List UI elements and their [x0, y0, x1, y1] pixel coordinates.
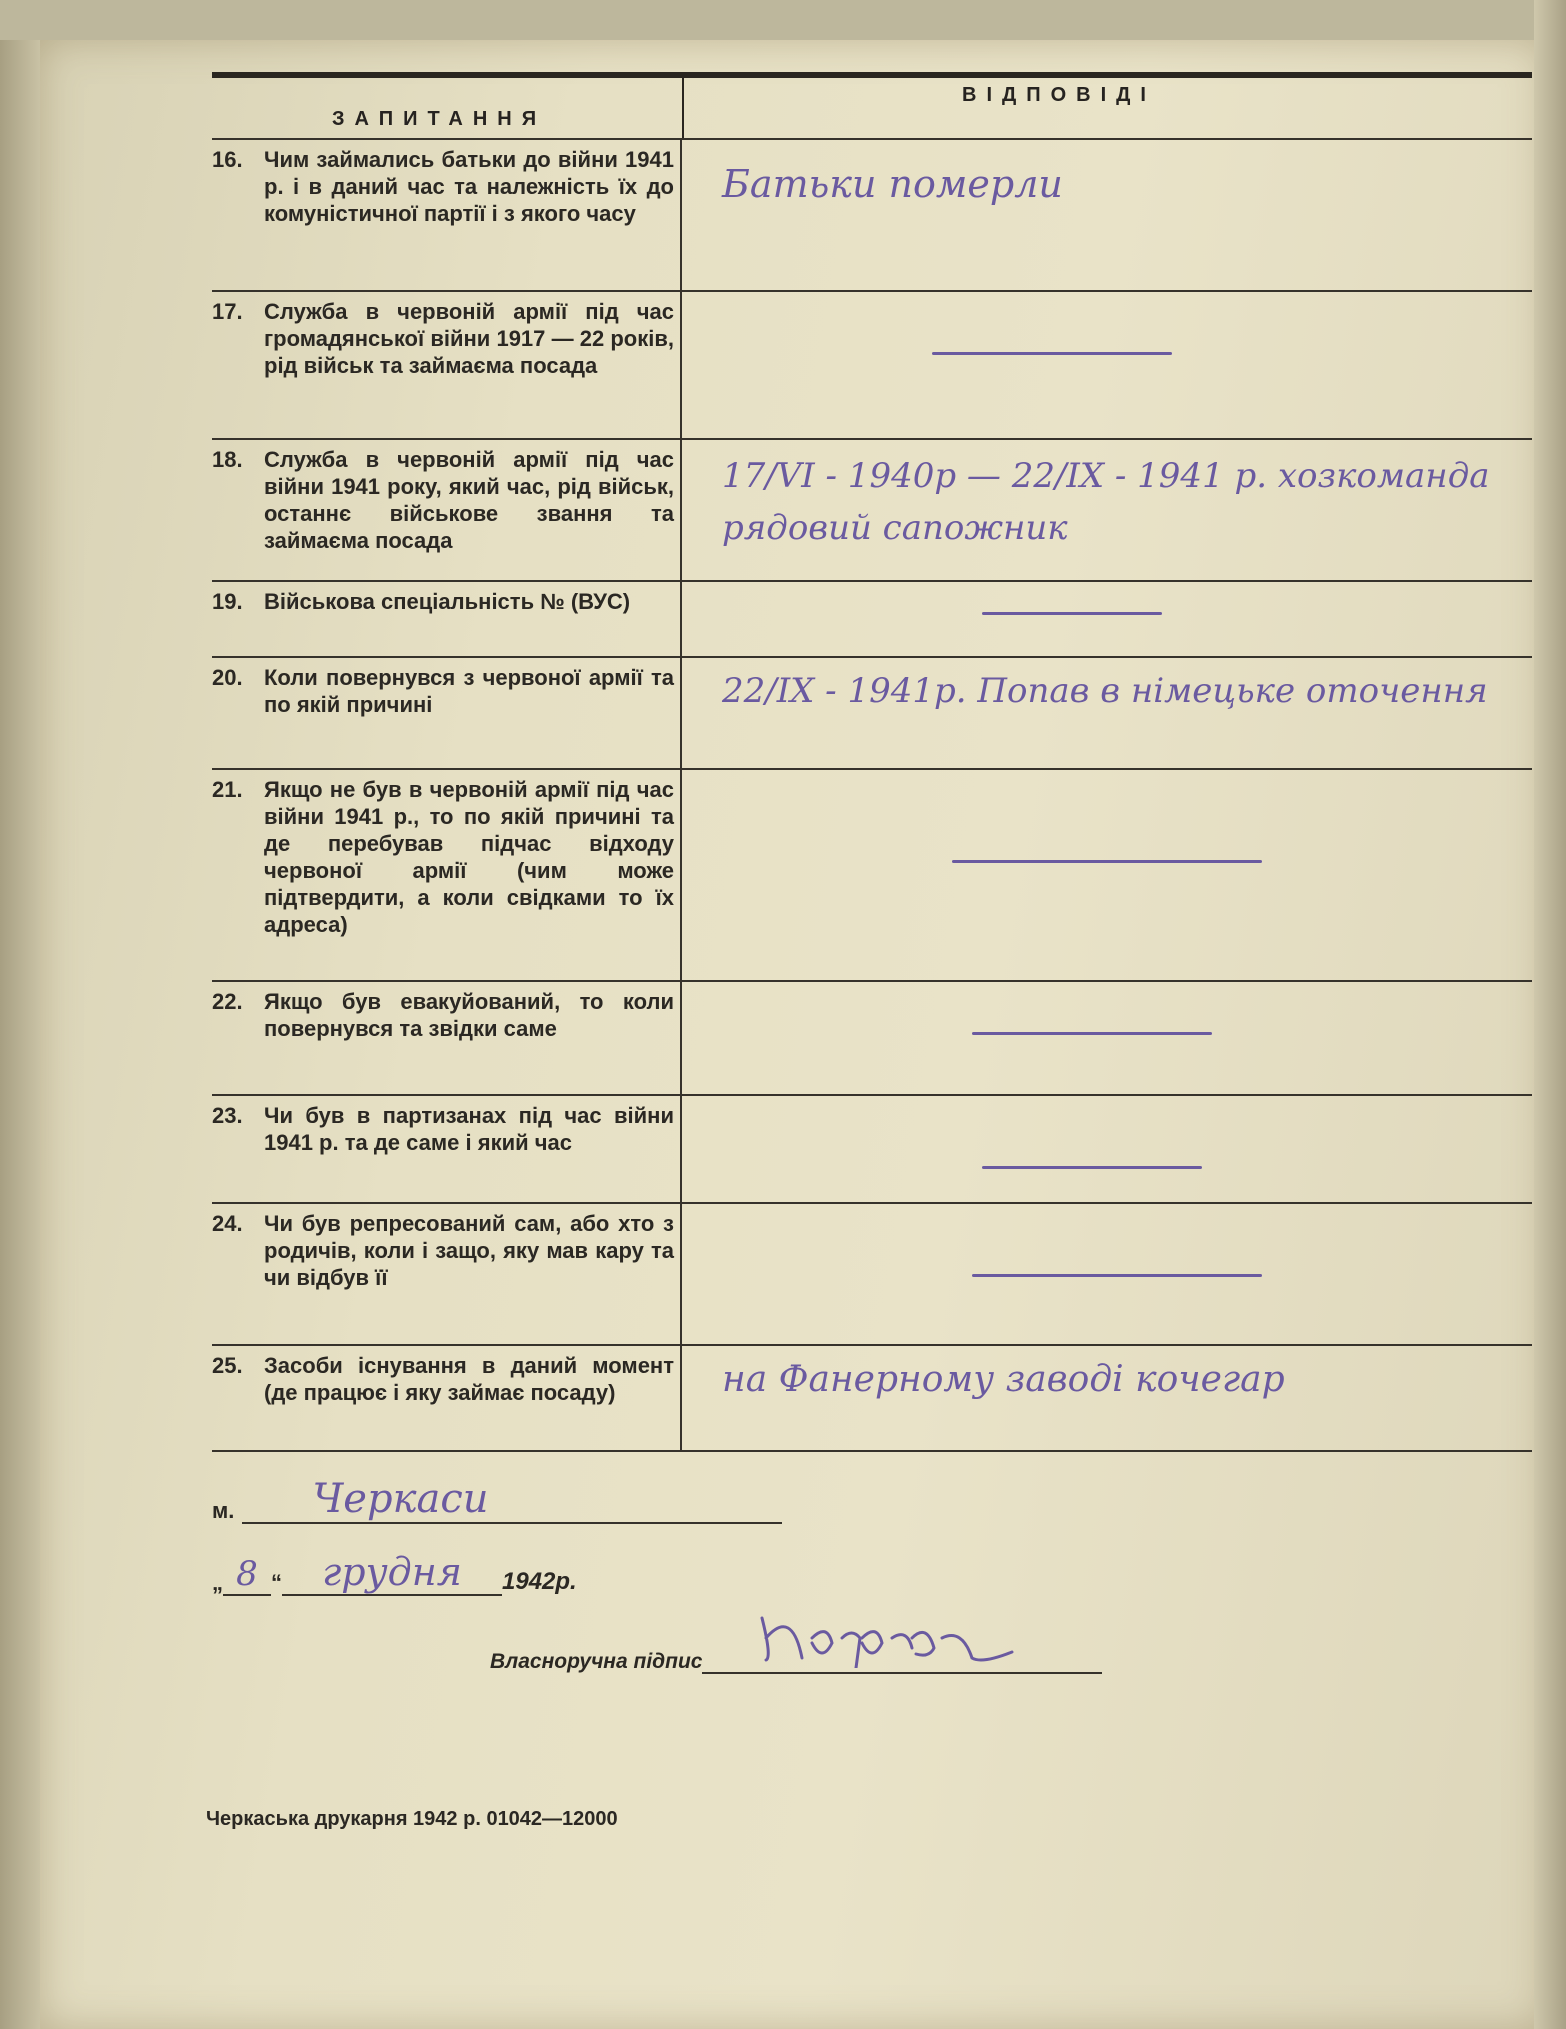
answer-cell: Батьки померли: [722, 162, 1063, 206]
handwritten-signature: [742, 1598, 1042, 1668]
printer-imprint: Черкаська друкарня 1942 р. 01042—12000: [206, 1808, 618, 1830]
question-cell: [212, 1204, 682, 1344]
answer-cell: [682, 1096, 1532, 1202]
answer-cell: [682, 582, 1532, 656]
questions-header: ЗАПИТАННЯ: [332, 108, 547, 130]
signature-label: Власноручна підпис: [490, 1650, 703, 1673]
question-cell: [212, 770, 682, 980]
signature-field: [702, 1612, 1102, 1674]
table-row: [212, 290, 1532, 438]
table-row: [212, 138, 1532, 290]
table-row: [212, 580, 1532, 656]
question-text: Засоби існування в даний момент (де працює і яку займає посаду): [264, 1353, 674, 1405]
answer-cell: [682, 292, 1532, 438]
year-label: 1942р.: [502, 1568, 577, 1595]
empty-answer-dash: [952, 860, 1262, 863]
date-line: [212, 1532, 1112, 1596]
question-text: Чи був в партизанах під час війни 1941 р. та де саме і який час: [264, 1103, 674, 1155]
empty-answer-dash: [972, 1032, 1212, 1035]
question-cell: [212, 140, 682, 290]
answers-header: ВІДПОВІДІ: [962, 84, 1156, 106]
question-text: Коли повернувся з червоної армії та по якій причині: [264, 665, 674, 717]
questionnaire-table: [212, 72, 1532, 1452]
answer-cell: 17/VI - 1940р — 22/IX - 1941 р. хозкоманда рядовий сапожник: [722, 456, 1490, 548]
question-text: Військова спеціальність № (ВУС): [264, 589, 631, 614]
question-number: 19.: [212, 589, 243, 614]
month-value: грудня: [322, 1550, 462, 1594]
table-row: [212, 1094, 1532, 1202]
question-text: Служба в червоній армії під час громадянської війни 1917 — 22 років, рід військ та займаєма посада: [264, 299, 674, 378]
question-cell: [212, 582, 682, 656]
question-text: Якщо не був в червоній армії під час війни 1941 р., то по якій причині та де перебував підчас відходу червоної армії (чим може підтвердити, а коли свідками то їх адреса): [264, 777, 674, 937]
answer-cell: [682, 1204, 1532, 1344]
question-text: Чи був репресований сам, або хто з родичів, коли і защо, яку мав кару та чи відбув її: [264, 1211, 674, 1290]
question-text: Служба в червоній армії під час війни 1941 року, який час, рід військ, останнє військове звання та займаєма посада: [264, 447, 674, 553]
question-text: Якщо був евакуйований, то коли повернувся та звідки саме: [264, 989, 674, 1041]
date-quote-open: „: [212, 1570, 223, 1595]
question-number: 21.: [212, 777, 243, 802]
answer-cell: 22/IX - 1941р. Попав в німецьке оточення: [722, 671, 1488, 711]
city-prefix: м.: [212, 1498, 235, 1523]
city-field: [242, 1476, 782, 1524]
table-row: [212, 1202, 1532, 1344]
month-field: [282, 1550, 502, 1596]
table-row: [212, 1344, 1532, 1452]
city-line: [212, 1468, 1112, 1524]
question-number: 23.: [212, 1103, 243, 1128]
table-header: [212, 72, 1532, 138]
table-row: [212, 768, 1532, 980]
day-value: 8: [236, 1554, 258, 1594]
answer-cell: на Фанерному заводі кочегар: [722, 1359, 1285, 1400]
empty-answer-dash: [932, 352, 1172, 355]
date-quote-close: “: [271, 1570, 282, 1595]
question-text: Чим займались батьки до війни 1941 р. і в даний час та належність їх до комуністичної партії і з якого часу: [264, 147, 674, 226]
header-divider: [682, 78, 684, 138]
empty-answer-dash: [972, 1274, 1262, 1277]
table-row: [212, 980, 1532, 1094]
empty-answer-dash: [982, 612, 1162, 615]
question-number: 22.: [212, 989, 243, 1014]
page-edge-right: [1534, 0, 1566, 2029]
question-number: 25.: [212, 1353, 243, 1378]
answer-cell: [682, 770, 1532, 980]
question-number: 16.: [212, 147, 243, 172]
question-cell: [212, 1096, 682, 1202]
question-cell: [212, 440, 682, 580]
question-number: 17.: [212, 299, 243, 324]
question-number: 20.: [212, 665, 243, 690]
city-value: Черкаси: [312, 1476, 489, 1522]
question-cell: [212, 1346, 682, 1450]
question-number: 24.: [212, 1211, 243, 1236]
day-field: [223, 1554, 271, 1596]
question-cell: [212, 658, 682, 768]
question-number: 18.: [212, 447, 243, 472]
signature-block: [212, 1468, 1112, 1674]
table-row: [212, 438, 1532, 580]
page-edge-left: [0, 40, 40, 2029]
question-cell: [212, 292, 682, 438]
question-cell: [212, 982, 682, 1094]
answer-cell: [682, 982, 1532, 1094]
empty-answer-dash: [982, 1166, 1202, 1169]
signature-line: [490, 1602, 1112, 1674]
table-row: [212, 656, 1532, 768]
